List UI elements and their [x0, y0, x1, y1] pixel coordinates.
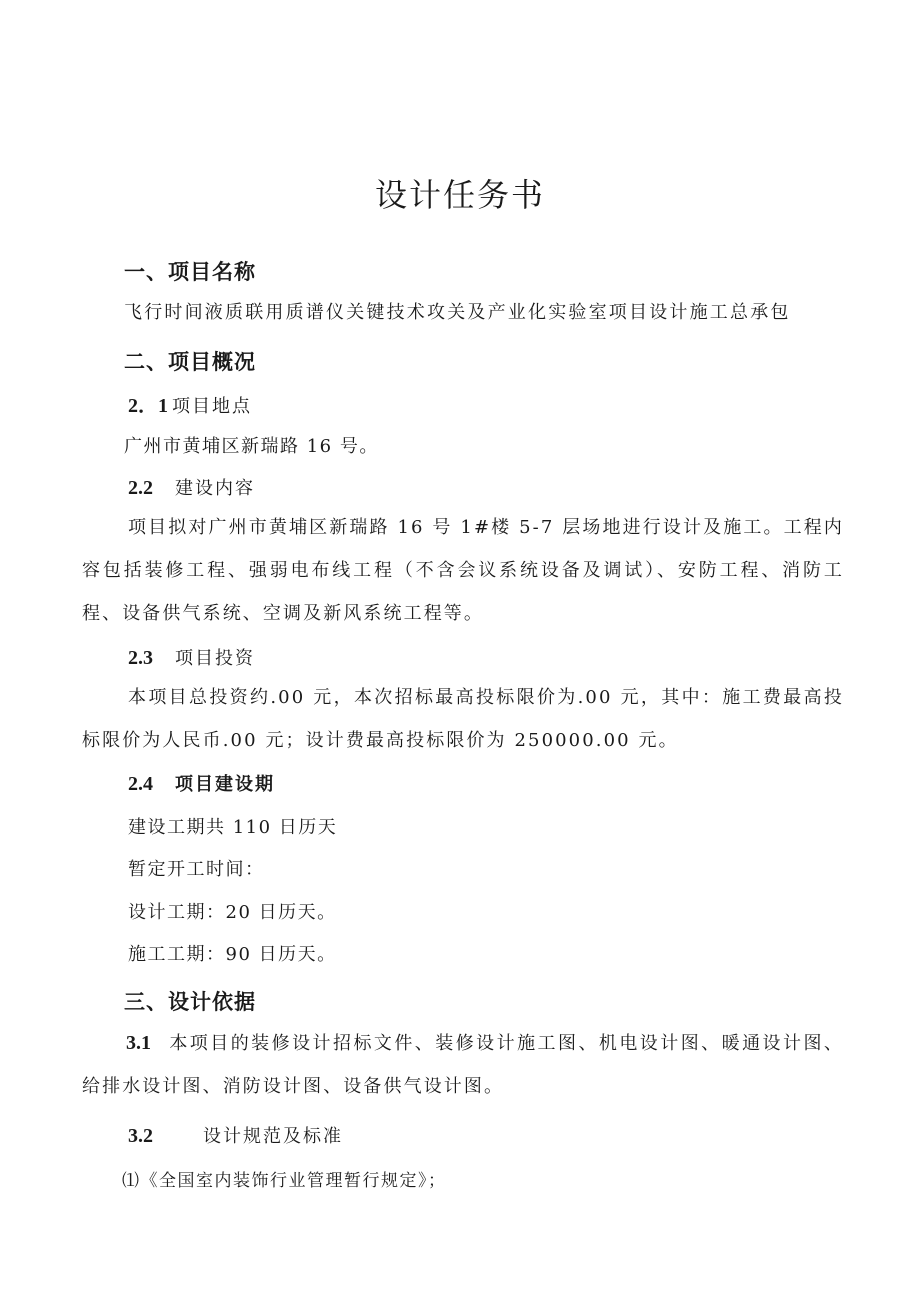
subsection-3-2-heading [128, 1122, 343, 1148]
section-2-heading: 二、项目概况 [124, 350, 256, 374]
subsection-label: 项目投资 [175, 648, 255, 669]
subsection-2-3-heading [128, 644, 255, 670]
standard-item: ⑴《全国室内装饰行业管理暂行规定》； [122, 1171, 447, 1191]
schedule-line: 建设工期共 110 日历天 [128, 817, 338, 838]
subsection-number: 2.3 [128, 647, 153, 669]
subsection-number: 2.4 [128, 773, 153, 795]
construction-content-paragraph: 项目拟对广州市黄埔区新瑞路 16 号 1#楼 5-7 层场地进行设计及施工。工程内容包括装修工程、强弱电布线工程（不含会议系统设备及调试）、安防工程、消防工程、设备供气系统、空调及新风系统工程等。 [82, 517, 844, 624]
subsection-label: 项目地点 [172, 396, 252, 417]
subsection-number: 3.2 [128, 1125, 153, 1147]
design-basis-paragraph [82, 1022, 844, 1108]
subsection-2-4-heading [128, 770, 275, 796]
subsection-number: 2.2 [128, 477, 153, 499]
document-title: 设计任务书 [374, 176, 545, 214]
schedule-line: 设计工期：20 日历天。 [128, 902, 337, 923]
schedule-line: 施工工期：90 日历天。 [128, 944, 337, 965]
subsection-2-2-heading [128, 474, 255, 500]
investment-paragraph: 本项目总投资约.00 元，本次招标最高投标限价为.00 元，其中：施工费最高投标限价为人民币.00 元；设计费最高投标限价为 250000.00 元。 [82, 687, 844, 751]
subsection-number: 3.1 [126, 1032, 151, 1054]
project-name-text: 飞行时间液质联用质谱仪关键技术攻关及产业化实验室项目设计施工总承包 [124, 302, 791, 323]
subsection-label: 项目建设期 [175, 774, 275, 795]
schedule-line: 暂定开工时间： [128, 859, 265, 880]
design-basis-text: 本项目的装修设计招标文件、装修设计施工图、机电设计图、暖通设计图、给排水设计图、消防设计图、设备供气设计图。 [82, 1033, 844, 1097]
section-3-heading: 三、设计依据 [124, 990, 256, 1014]
subsection-2-1-heading [128, 389, 252, 418]
subsection-label: 建设内容 [175, 478, 255, 499]
section-1-heading: 一、项目名称 [124, 260, 256, 284]
subsection-number: 2．1 [128, 395, 168, 417]
project-location-text: 广州市黄埔区新瑞路 16 号。 [124, 436, 379, 457]
subsection-label: 设计规范及标准 [203, 1126, 343, 1147]
